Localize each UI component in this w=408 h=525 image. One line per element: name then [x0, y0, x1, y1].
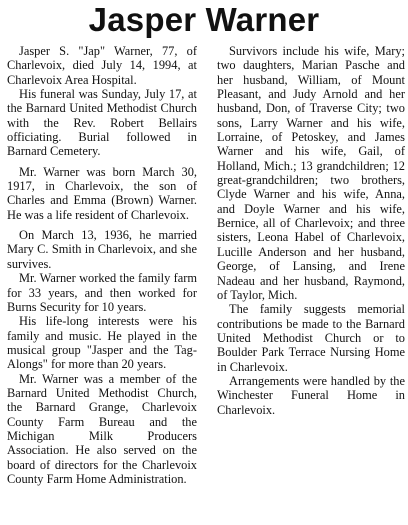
paragraph-interests: His life-long interests were his family and music. He played in the musical group "Jasper and the Tag-Alongs" for more than 20 years.	[7, 314, 197, 372]
obituary-headline: Jasper Warner	[88, 1, 320, 38]
paragraph-marriage: On March 13, 1936, he married Mary C. Smith in Charlevoix, and she survives.	[7, 228, 197, 271]
left-column	[7, 44, 197, 486]
paragraph-work: Mr. Warner worked the family farm for 33 years, and then worked for Burns Security for 10 years.	[7, 271, 197, 314]
right-column	[217, 44, 405, 417]
paragraph-birth: Mr. Warner was born March 30, 1917, in Charlevoix, the son of Charles and Emma (Brown) Warner. He was a life resident of Charlevoix.	[7, 164, 197, 222]
paragraph-memorials: The family suggests memorial contributions be made to the Barnard United Methodist Church or to Boulder Park Terrace Nursing Home in Charlevoix.	[217, 302, 405, 374]
paragraph-death-notice: Jasper S. "Jap" Warner, 77, of Charlevoix, died July 14, 1994, at Charlevoix Area Hospital.	[7, 44, 197, 87]
paragraph-funeral: His funeral was Sunday, July 17, at the Barnard United Methodist Church with the Rev. Robert Bellairs officiating. Burial followed in Barnard Cemetery.	[7, 87, 197, 159]
paragraph-arrangements: Arrangements were handled by the Winchester Funeral Home in Charlevoix.	[217, 373, 405, 417]
paragraph-memberships: Mr. Warner was a member of the Barnard United Methodist Church, the Barnard Grange, Charlevoix County Farm Bureau and the Michigan Milk Producers Association. He also served on the board of directors for the Charlevoix County Farm Home Administration.	[7, 371, 197, 486]
paragraph-survivors: Survivors include his wife, Mary; two daughters, Marian Pasche and her husband, William, of Mount Pleasant, and Judy Arnold and her husband, Don, of Traverse City; two sons, Larry Warner and his wife, Lorraine, of Petoskey, and James Warner and his wife, Gail, of Holland, Mich.; 13 grandchildren; 12 great-grandchildren; two brothers, Clyde Warner and his wife, Anna, and Doyle Warner and his wife, Bernice, all of Charlevoix; and three sisters, Leona Habel of Charlevoix, Lucille Anderson and her husband, George, of Lansing, and Irene Nadeau and her husband, Raymond, of Taylor, Mich.	[217, 44, 405, 302]
